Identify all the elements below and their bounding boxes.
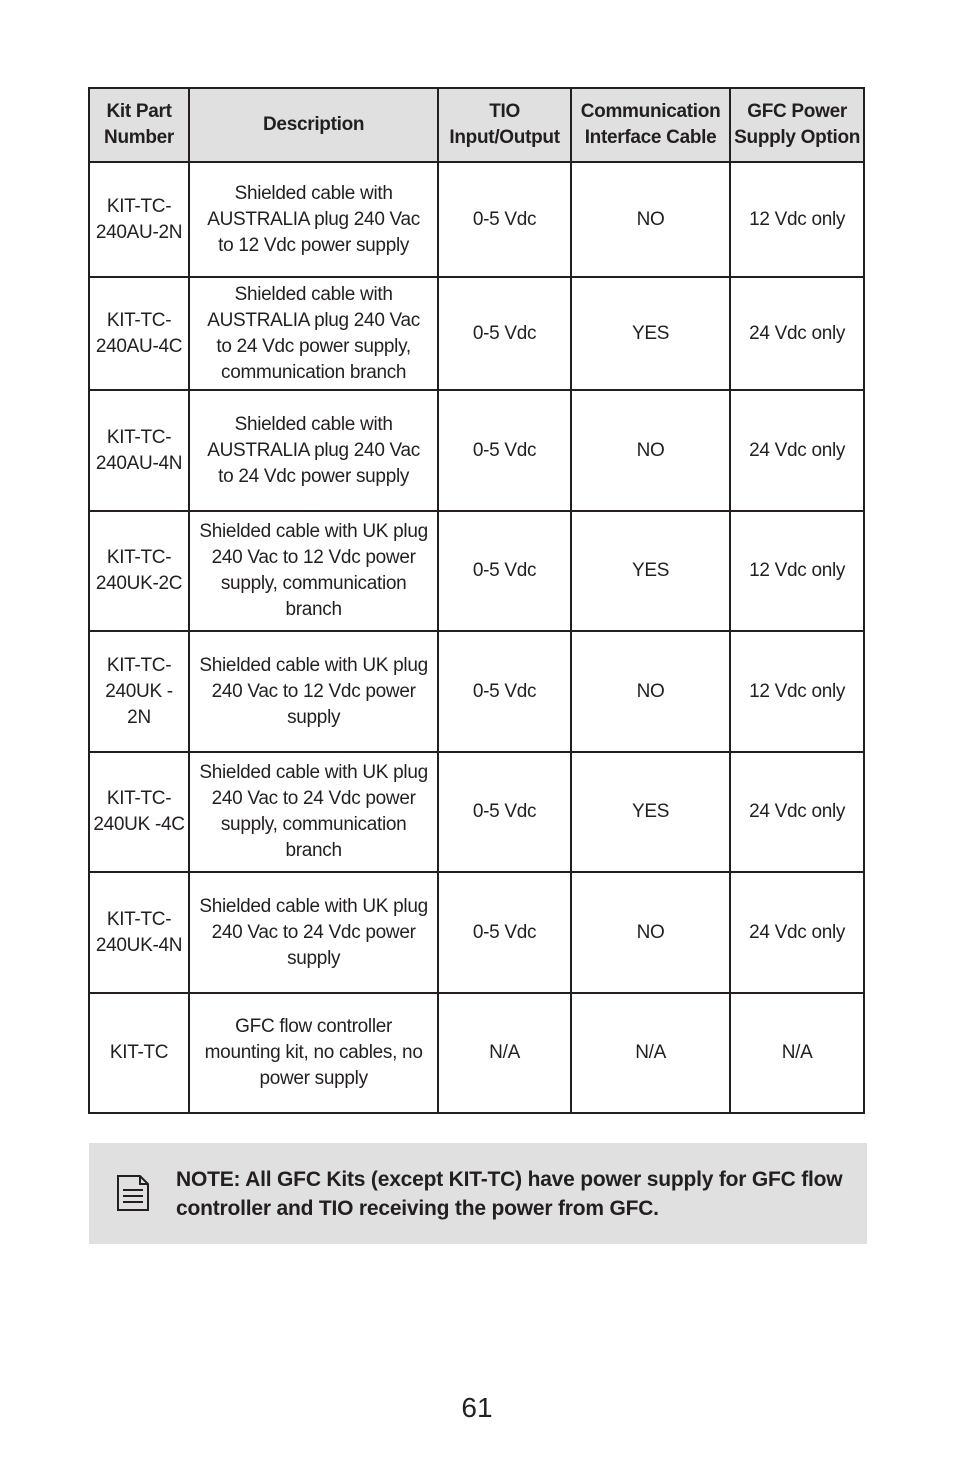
cell-part-number: KIT-TC- 240AU-4N xyxy=(89,390,189,511)
cell-description: Shielded cable with UK plug 240 Vac to 24 Vdc power supply, communication branch xyxy=(189,752,438,872)
header-kit-part-number: Kit Part Number xyxy=(89,88,189,162)
table-row xyxy=(89,872,864,993)
cell-description: Shielded cable with AUSTRALIA plug 240 Vac to 24 Vdc power supply, communication branch xyxy=(189,277,438,390)
cell-comm: NO xyxy=(571,872,730,993)
cell-part-number: KIT-TC- 240AU-4C xyxy=(89,277,189,390)
table-row xyxy=(89,162,864,277)
cell-description: Shielded cable with AUSTRALIA plug 240 Vac to 24 Vdc power supply xyxy=(189,390,438,511)
table-row xyxy=(89,631,864,752)
cell-part-number: KIT-TC- 240AU-2N xyxy=(89,162,189,277)
table-row xyxy=(89,277,864,390)
cell-comm: NO xyxy=(571,390,730,511)
cell-part-number: KIT-TC- 240UK-2C xyxy=(89,511,189,631)
cell-comm: NO xyxy=(571,631,730,752)
cell-gfc: 24 Vdc only xyxy=(730,872,864,993)
cell-comm: YES xyxy=(571,277,730,390)
table-row xyxy=(89,390,864,511)
cell-description: Shielded cable with UK plug 240 Vac to 12 Vdc power supply xyxy=(189,631,438,752)
header-description: Description xyxy=(189,88,438,162)
cell-gfc: 24 Vdc only xyxy=(730,277,864,390)
cell-gfc: 24 Vdc only xyxy=(730,390,864,511)
cell-gfc: 24 Vdc only xyxy=(730,752,864,872)
cell-tio: 0-5 Vdc xyxy=(438,631,571,752)
header-gfc-power-supply-option: GFC Power Supply Option xyxy=(730,88,864,162)
cell-tio: 0-5 Vdc xyxy=(438,511,571,631)
table-header-row xyxy=(89,88,864,162)
cell-tio: 0-5 Vdc xyxy=(438,752,571,872)
cell-gfc: 12 Vdc only xyxy=(730,162,864,277)
cell-description: Shielded cable with AUSTRALIA plug 240 Vac to 12 Vdc power supply xyxy=(189,162,438,277)
cell-part-number: KIT-TC- 240UK - 2N xyxy=(89,631,189,752)
kit-table xyxy=(88,87,865,1114)
cell-part-number: KIT-TC- 240UK -4C xyxy=(89,752,189,872)
header-tio-input-output: TIO Input/Output xyxy=(438,88,571,162)
cell-gfc: N/A xyxy=(730,993,864,1113)
cell-comm: N/A xyxy=(571,993,730,1113)
note-box xyxy=(89,1143,867,1244)
cell-part-number: KIT-TC xyxy=(89,993,189,1113)
cell-description: Shielded cable with UK plug 240 Vac to 24 Vdc power supply xyxy=(189,872,438,993)
cell-tio: 0-5 Vdc xyxy=(438,390,571,511)
cell-comm: YES xyxy=(571,511,730,631)
cell-gfc: 12 Vdc only xyxy=(730,631,864,752)
note-icon xyxy=(113,1173,153,1213)
cell-description: GFC flow controller mounting kit, no cables, no power supply xyxy=(189,993,438,1113)
cell-comm: NO xyxy=(571,162,730,277)
note-text: NOTE: All GFC Kits (except KIT-TC) have power supply for GFC flow controller and TIO receiving the power from GFC. xyxy=(176,1168,843,1220)
cell-tio: 0-5 Vdc xyxy=(438,277,571,390)
cell-comm: YES xyxy=(571,752,730,872)
table-row xyxy=(89,511,864,631)
cell-tio: N/A xyxy=(438,993,571,1113)
header-communication-interface-cable: Communication Interface Cable xyxy=(571,88,730,162)
cell-tio: 0-5 Vdc xyxy=(438,162,571,277)
cell-description: Shielded cable with UK plug 240 Vac to 12 Vdc power supply, communication branch xyxy=(189,511,438,631)
table-row xyxy=(89,993,864,1113)
table-row xyxy=(89,752,864,872)
page-number: 61 xyxy=(461,1392,493,1423)
cell-part-number: KIT-TC- 240UK-4N xyxy=(89,872,189,993)
cell-gfc: 12 Vdc only xyxy=(730,511,864,631)
cell-tio: 0-5 Vdc xyxy=(438,872,571,993)
